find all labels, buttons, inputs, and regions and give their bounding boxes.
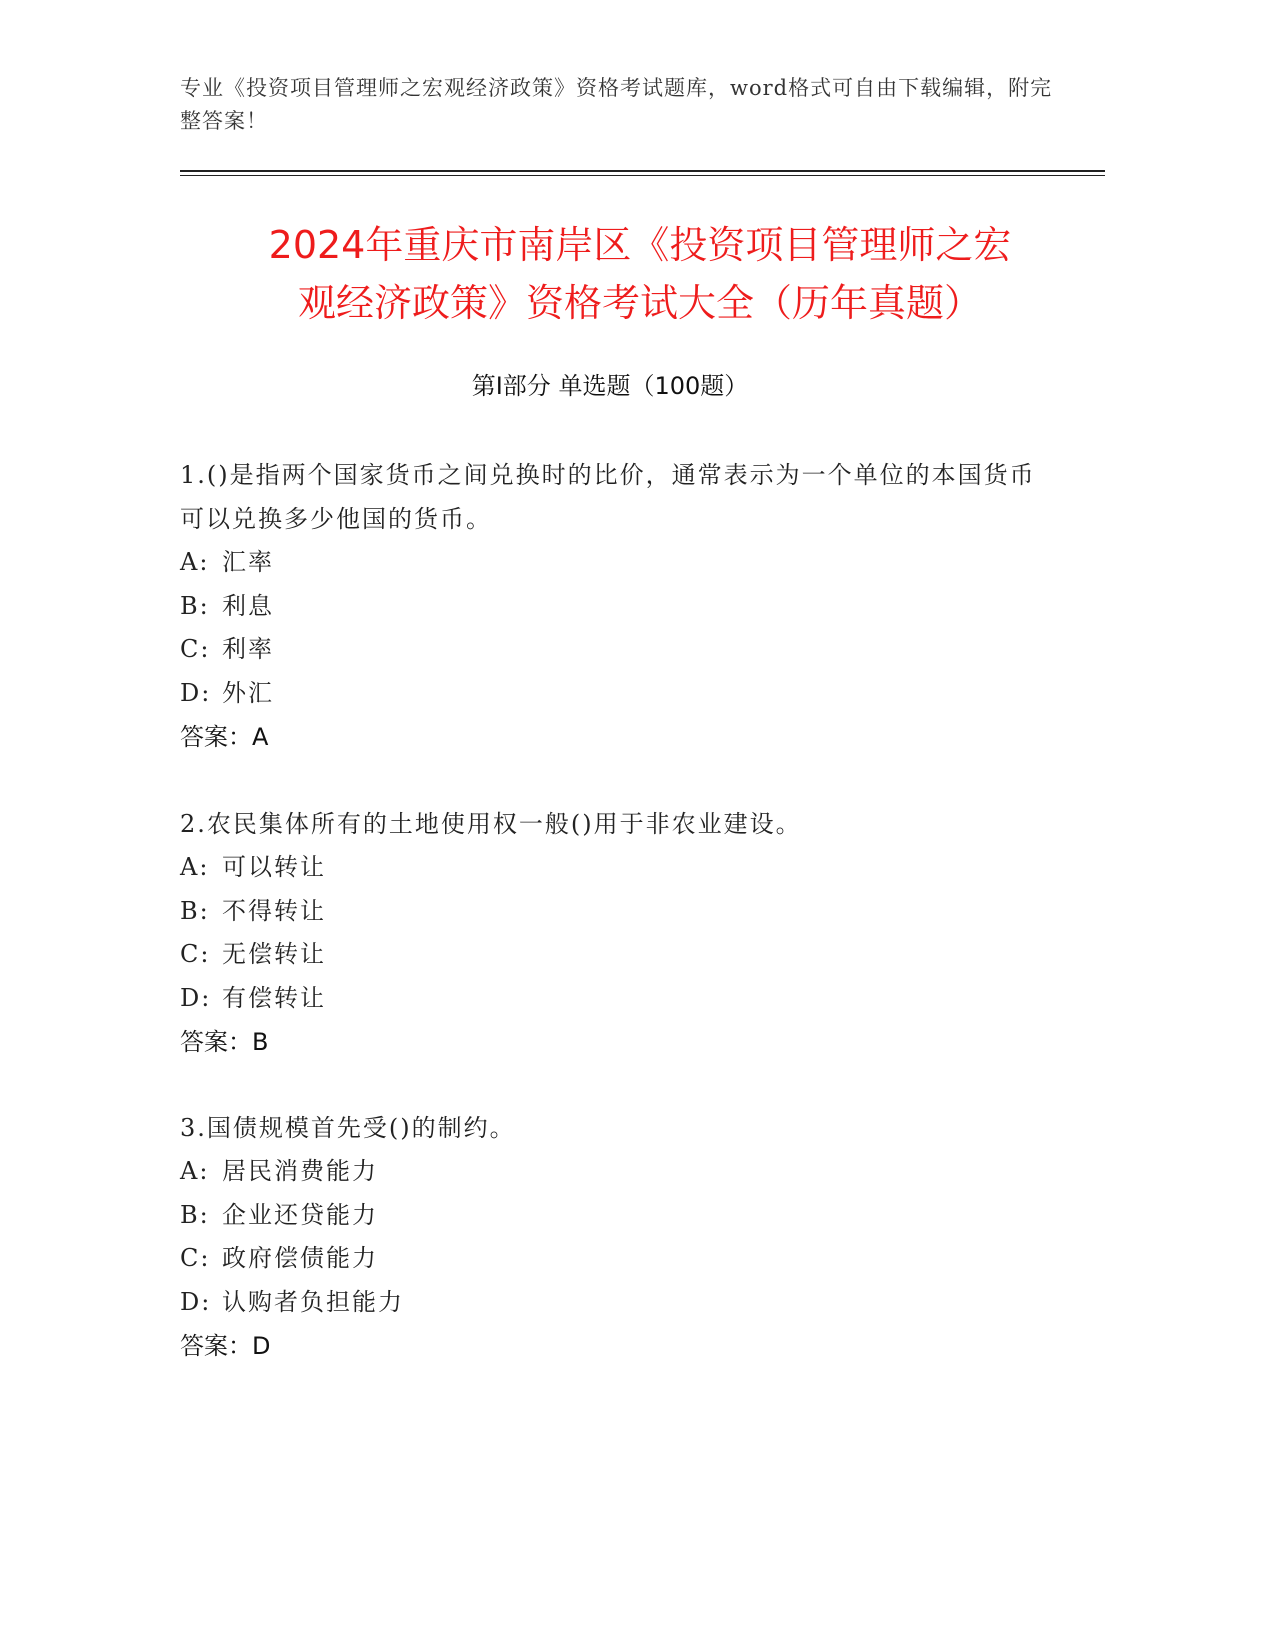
option-b bbox=[180, 890, 1060, 934]
option-a bbox=[180, 1150, 1060, 1194]
question-3 bbox=[180, 1106, 1060, 1368]
question-2 bbox=[180, 802, 1060, 1064]
option-d bbox=[180, 672, 1060, 716]
option-text: 政府偿债能力 bbox=[222, 1244, 378, 1272]
option-b bbox=[180, 1194, 1060, 1238]
option-a bbox=[180, 846, 1060, 890]
option-text: 利息 bbox=[222, 591, 274, 620]
option-c bbox=[180, 1237, 1060, 1281]
option-c bbox=[180, 628, 1060, 672]
header-divider-thin bbox=[180, 175, 1105, 176]
header-note: 专业《投资项目管理师之宏观经济政策》资格考试题库，word格式可自由下载编辑，附完整答案！ bbox=[180, 76, 1053, 133]
document-title-line-1: 2024年重庆市南岸区《投资项目管理师之宏 bbox=[268, 223, 1012, 267]
answer-line: 答案：A bbox=[180, 723, 269, 751]
option-text: 认购者负担能力 bbox=[222, 1287, 404, 1316]
option-c bbox=[180, 933, 1060, 977]
option-d bbox=[180, 1281, 1060, 1325]
document-title-line-2: 观经济政策》资格考试大全（历年真题） bbox=[297, 281, 982, 325]
option-key: C: bbox=[180, 1244, 211, 1272]
option-b bbox=[180, 585, 1060, 629]
option-text: 可以转让 bbox=[222, 853, 326, 881]
option-d bbox=[180, 977, 1060, 1021]
option-a bbox=[180, 541, 1060, 585]
option-key: B: bbox=[180, 896, 210, 925]
option-key: B: bbox=[180, 591, 210, 620]
answer-line: 答案：B bbox=[180, 1028, 269, 1056]
option-text: 汇率 bbox=[222, 548, 274, 576]
question-stem: 2.农民集体所有的土地使用权一般()用于非农业建设。 bbox=[180, 810, 802, 838]
document-title bbox=[180, 216, 1100, 332]
option-key: A: bbox=[180, 548, 210, 576]
option-key: D: bbox=[180, 983, 212, 1012]
header-divider-thick bbox=[180, 170, 1105, 172]
option-key: C: bbox=[180, 635, 211, 663]
option-key: A: bbox=[180, 853, 210, 881]
option-key: C: bbox=[180, 940, 211, 968]
option-text: 利率 bbox=[222, 635, 274, 663]
option-key: A: bbox=[180, 1157, 210, 1185]
option-key: B: bbox=[180, 1200, 210, 1229]
option-text: 居民消费能力 bbox=[222, 1157, 378, 1185]
question-1 bbox=[180, 453, 1060, 759]
answer-line: 答案：D bbox=[180, 1332, 271, 1360]
option-text: 不得转让 bbox=[222, 896, 326, 925]
option-text: 无偿转让 bbox=[222, 940, 326, 968]
question-stem: 3.国债规模首先受()的制约。 bbox=[180, 1114, 516, 1142]
option-text: 企业还贷能力 bbox=[222, 1200, 378, 1229]
option-text: 有偿转让 bbox=[222, 983, 326, 1012]
option-key: D: bbox=[180, 1287, 212, 1316]
section-heading: 第Ⅰ部分 单选题（100题） bbox=[471, 372, 749, 400]
question-stem: 1.()是指两个国家货币之间兑换时的比价，通常表示为一个单位的本国货币可以兑换多少他国的货币。 bbox=[180, 461, 1036, 533]
option-key: D: bbox=[180, 678, 212, 707]
option-text: 外汇 bbox=[222, 678, 274, 707]
